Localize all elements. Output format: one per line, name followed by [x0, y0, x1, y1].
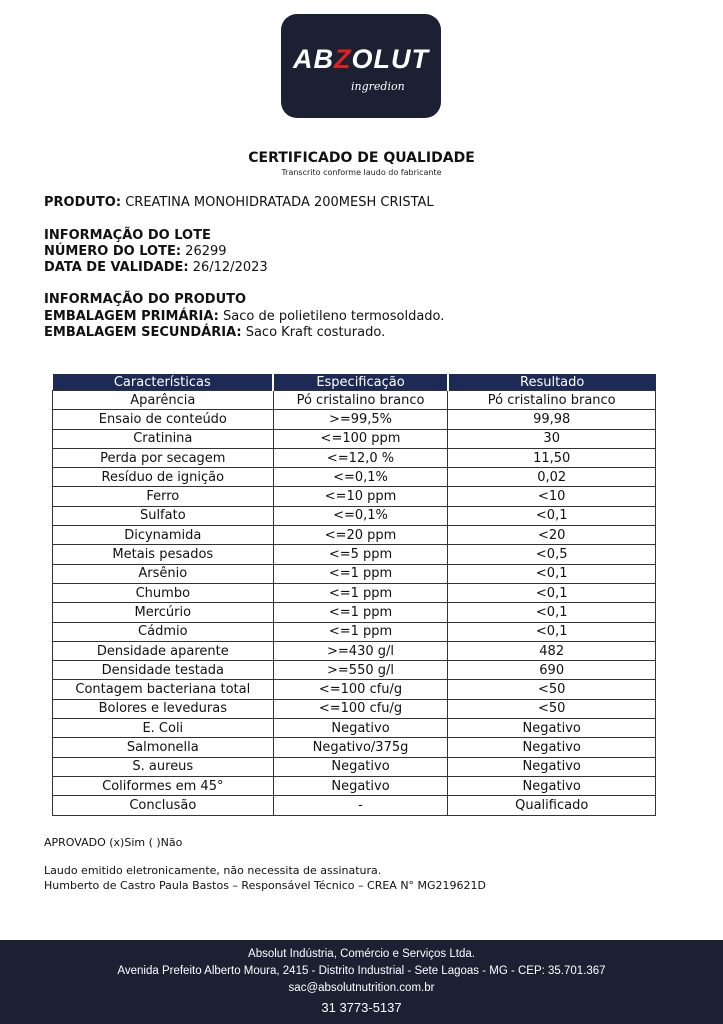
- specification-cell: >=430 g/l: [273, 641, 448, 660]
- characteristic-cell: Dicynamida: [53, 526, 274, 545]
- characteristic-cell: Ferro: [53, 487, 274, 506]
- result-cell: 482: [448, 641, 656, 660]
- specification-cell: <=1 ppm: [273, 583, 448, 602]
- table-row: [53, 487, 656, 506]
- secondary-packaging: EMBALAGEM SECUNDÁRIA: Saco Kraft costurado.: [44, 325, 386, 340]
- characteristic-cell: Sulfato: [53, 506, 274, 525]
- result-cell: <0,1: [448, 506, 656, 525]
- specification-cell: Negativo: [273, 719, 448, 738]
- result-cell: <50: [448, 680, 656, 699]
- table-row: [53, 776, 656, 795]
- characteristic-cell: Resíduo de ignição: [53, 468, 274, 487]
- table-row: [53, 564, 656, 583]
- table-row: [53, 719, 656, 738]
- characteristic-cell: Metais pesados: [53, 545, 274, 564]
- footer-email: sac@absolutnutrition.com.br: [288, 982, 435, 994]
- table-row: [53, 757, 656, 776]
- result-cell: 99,98: [448, 410, 656, 429]
- characteristic-cell: Arsênio: [53, 564, 274, 583]
- result-cell: Negativo: [448, 757, 656, 776]
- table-row: [53, 526, 656, 545]
- characteristic-cell: Salmonella: [53, 738, 274, 757]
- footer-phone: 31 3773-5137: [321, 1000, 402, 1015]
- column-header: Resultado: [448, 374, 656, 391]
- specification-cell: -: [273, 796, 448, 815]
- result-cell: Pó cristalino branco: [448, 391, 656, 410]
- characteristic-cell: Bolores e leveduras: [53, 699, 274, 718]
- specification-cell: <=0,1%: [273, 468, 448, 487]
- characteristic-cell: Coliformes em 45°: [53, 776, 274, 795]
- result-cell: 690: [448, 661, 656, 680]
- footer: [0, 940, 723, 1024]
- brand-logo: [281, 14, 441, 118]
- characteristic-cell: Perda por secagem: [53, 448, 274, 467]
- specification-cell: >=550 g/l: [273, 661, 448, 680]
- result-cell: 11,50: [448, 448, 656, 467]
- table-row: [53, 641, 656, 660]
- table-row: [53, 410, 656, 429]
- table-row: [53, 622, 656, 641]
- specification-cell: <=1 ppm: [273, 603, 448, 622]
- characteristic-cell: Densidade aparente: [53, 641, 274, 660]
- result-cell: <10: [448, 487, 656, 506]
- result-cell: <50: [448, 699, 656, 718]
- table-row: [53, 583, 656, 602]
- characteristic-cell: Chumbo: [53, 583, 274, 602]
- product-info-heading: INFORMAÇÃO DO PRODUTO: [44, 292, 247, 307]
- specification-table: [52, 374, 656, 816]
- specification-cell: <=10 ppm: [273, 487, 448, 506]
- lot-heading: INFORMAÇÃO DO LOTE: [44, 228, 211, 243]
- result-cell: <0,1: [448, 564, 656, 583]
- result-cell: <0,1: [448, 583, 656, 602]
- characteristic-cell: Cádmio: [53, 622, 274, 641]
- approval-status: APROVADO (x)Sim ( )Não: [44, 836, 183, 849]
- table-row: [53, 680, 656, 699]
- logo-wordmark: ABZOLUT: [293, 44, 429, 74]
- result-cell: 0,02: [448, 468, 656, 487]
- characteristic-cell: Aparência: [53, 391, 274, 410]
- characteristic-cell: Ensaio de conteúdo: [53, 410, 274, 429]
- table-header-row: [53, 374, 656, 391]
- specification-cell: <=100 cfu/g: [273, 680, 448, 699]
- product-line: PRODUTO: CREATINA MONOHIDRATADA 200MESH CRISTAL: [44, 195, 434, 210]
- result-cell: <0,5: [448, 545, 656, 564]
- column-header: Especificação: [273, 374, 448, 391]
- certificate-title: CERTIFICADO DE QUALIDADE: [248, 150, 475, 166]
- characteristic-cell: Mercúrio: [53, 603, 274, 622]
- table-row: [53, 796, 656, 815]
- result-cell: <20: [448, 526, 656, 545]
- result-cell: Negativo: [448, 776, 656, 795]
- table-row: [53, 545, 656, 564]
- specification-cell: <=20 ppm: [273, 526, 448, 545]
- characteristic-cell: Cratinina: [53, 429, 274, 448]
- characteristic-cell: Contagem bacteriana total: [53, 680, 274, 699]
- result-cell: <0,1: [448, 603, 656, 622]
- expiry-date: DATA DE VALIDADE: 26/12/2023: [44, 260, 268, 275]
- table-row: [53, 468, 656, 487]
- specification-cell: <=100 ppm: [273, 429, 448, 448]
- primary-packaging: EMBALAGEM PRIMÁRIA: Saco de polietileno termosoldado.: [44, 309, 445, 324]
- specification-cell: >=99,5%: [273, 410, 448, 429]
- specification-cell: Pó cristalino branco: [273, 391, 448, 410]
- column-header: Características: [53, 374, 274, 391]
- specification-cell: <=12,0 %: [273, 448, 448, 467]
- specification-cell: <=100 cfu/g: [273, 699, 448, 718]
- characteristic-cell: Densidade testada: [53, 661, 274, 680]
- table-row: [53, 603, 656, 622]
- technical-responsible: Humberto de Castro Paula Bastos – Responsável Técnico – CREA N° MG219621D: [44, 879, 487, 892]
- lot-number: NÚMERO DO LOTE: 26299: [44, 244, 227, 259]
- result-cell: 30: [448, 429, 656, 448]
- footer-address: Avenida Prefeito Alberto Moura, 2415 - Distrito Industrial - Sete Lagoas - MG - CEP: 35.701.367: [117, 965, 606, 977]
- certificate-subtitle: Transcrito conforme laudo do fabricante: [281, 168, 442, 177]
- table-row: [53, 661, 656, 680]
- specification-cell: <=5 ppm: [273, 545, 448, 564]
- result-cell: Qualificado: [448, 796, 656, 815]
- characteristic-cell: E. Coli: [53, 719, 274, 738]
- table-row: [53, 391, 656, 410]
- table-row: [53, 448, 656, 467]
- specification-cell: Negativo: [273, 757, 448, 776]
- electronic-notice: Laudo emitido eletronicamente, não necessita de assinatura.: [44, 864, 382, 877]
- table-row: [53, 738, 656, 757]
- specification-cell: <=0,1%: [273, 506, 448, 525]
- result-cell: Negativo: [448, 738, 656, 757]
- table-row: [53, 429, 656, 448]
- table-row: [53, 506, 656, 525]
- result-cell: Negativo: [448, 719, 656, 738]
- footer-company: Absolut Indústria, Comércio e Serviços Ltda.: [248, 948, 475, 960]
- table-row: [53, 699, 656, 718]
- specification-cell: Negativo: [273, 776, 448, 795]
- logo-tagline: ingredion: [351, 80, 405, 93]
- result-cell: <0,1: [448, 622, 656, 641]
- specification-cell: Negativo/375g: [273, 738, 448, 757]
- specification-cell: <=1 ppm: [273, 622, 448, 641]
- specification-cell: <=1 ppm: [273, 564, 448, 583]
- characteristic-cell: S. aureus: [53, 757, 274, 776]
- characteristic-cell: Conclusão: [53, 796, 274, 815]
